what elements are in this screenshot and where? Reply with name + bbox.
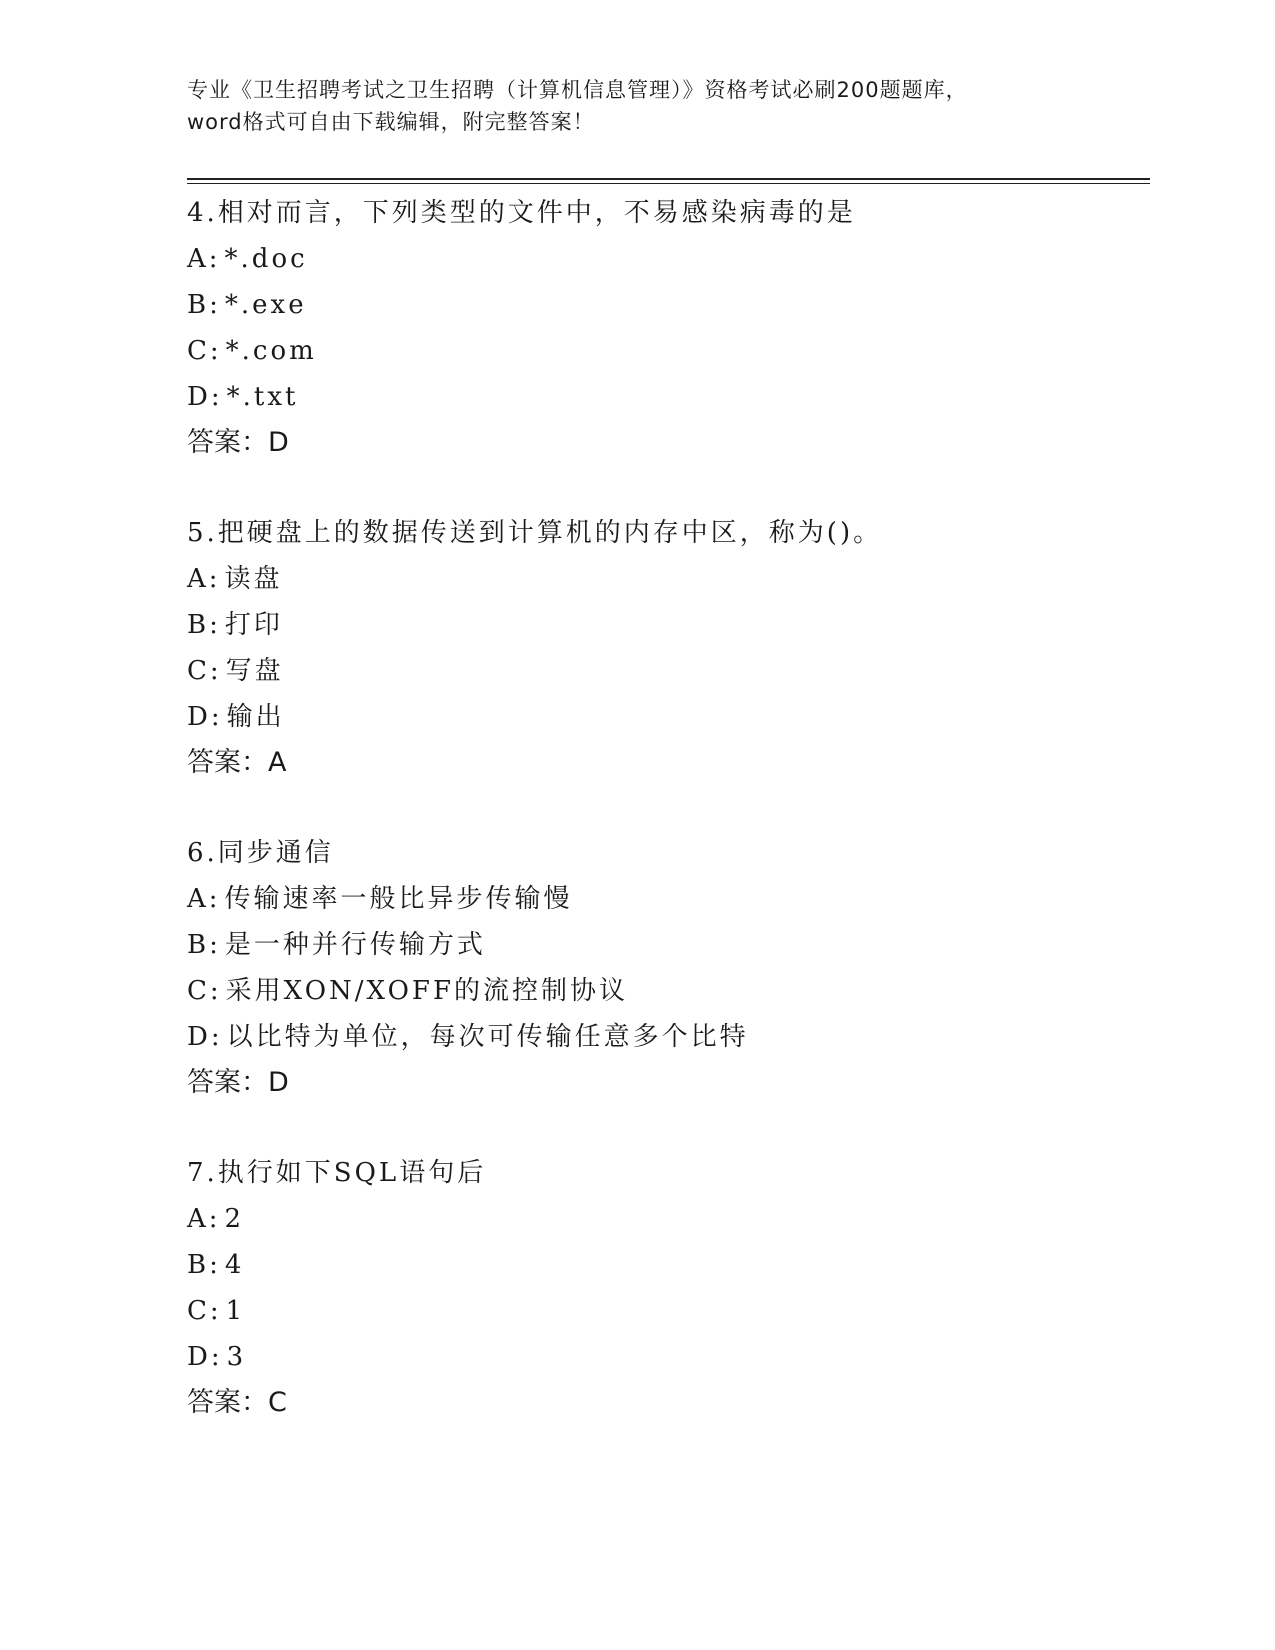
option-b — [187, 602, 1137, 648]
option-a — [187, 556, 1137, 602]
option-text: *.com — [225, 336, 317, 366]
answer-line: 答案：C — [187, 1387, 287, 1418]
answer-line: 答案：D — [187, 1067, 289, 1098]
option-b — [187, 1242, 1137, 1288]
option-d — [187, 694, 1137, 740]
header-divider-thick — [187, 178, 1150, 180]
option-key: B: — [187, 1250, 221, 1280]
question-title: 7.执行如下SQL语句后 — [187, 1158, 487, 1188]
option-key: A: — [187, 1204, 221, 1234]
option-text: 输出 — [226, 702, 285, 732]
option-a — [187, 876, 1137, 922]
question-7 — [187, 1150, 1137, 1426]
option-text: 写盘 — [225, 656, 284, 686]
option-key: B: — [187, 290, 221, 320]
header-divider-thin — [187, 183, 1150, 184]
answer-line: 答案：A — [187, 747, 287, 778]
option-c — [187, 1288, 1137, 1334]
option-key: A: — [187, 884, 221, 914]
option-c — [187, 328, 1137, 374]
option-key: C: — [187, 976, 222, 1006]
option-key: D: — [187, 1342, 223, 1372]
option-text: *.txt — [226, 382, 299, 412]
header-line-2: word格式可自由下载编辑，附完整答案！ — [187, 110, 595, 134]
option-text: 2 — [224, 1204, 245, 1234]
option-d — [187, 1014, 1137, 1060]
option-text: *.exe — [224, 290, 307, 320]
option-key: A: — [187, 564, 221, 594]
option-key: A: — [187, 244, 221, 274]
option-text: 传输速率一般比异步传输慢 — [224, 884, 573, 914]
option-key: B: — [187, 610, 221, 640]
option-text: 4 — [224, 1250, 245, 1280]
option-key: B: — [187, 930, 221, 960]
option-key: D: — [187, 382, 223, 412]
option-b — [187, 282, 1137, 328]
option-key: D: — [187, 1022, 223, 1052]
option-d — [187, 1334, 1137, 1380]
answer-line: 答案：D — [187, 427, 289, 458]
question-title: 4.相对而言，下列类型的文件中，不易感染病毒的是 — [187, 198, 856, 228]
option-key: C: — [187, 656, 222, 686]
option-text: 是一种并行传输方式 — [224, 930, 486, 960]
option-key: D: — [187, 702, 223, 732]
option-c — [187, 648, 1137, 694]
option-text: 3 — [226, 1342, 247, 1372]
header-line-1: 专业《卫生招聘考试之卫生招聘（计算机信息管理）》资格考试必刷200题题库， — [187, 78, 968, 102]
option-text: 读盘 — [224, 564, 283, 594]
question-title: 5.把硬盘上的数据传送到计算机的内存中区，称为()。 — [187, 518, 883, 548]
option-c — [187, 968, 1137, 1014]
option-key: C: — [187, 1296, 222, 1326]
option-a — [187, 1196, 1137, 1242]
option-text: 1 — [225, 1296, 246, 1326]
option-text: 以比特为单位，每次可传输任意多个比特 — [226, 1022, 749, 1052]
option-a — [187, 236, 1137, 282]
document-header — [187, 74, 1087, 138]
question-4 — [187, 190, 1137, 466]
question-5 — [187, 510, 1137, 786]
question-title: 6.同步通信 — [187, 838, 334, 868]
option-b — [187, 922, 1137, 968]
option-key: C: — [187, 336, 222, 366]
option-text: 打印 — [224, 610, 283, 640]
option-text: *.doc — [224, 244, 308, 274]
option-text: 采用XON/XOFF的流控制协议 — [225, 976, 628, 1006]
option-d — [187, 374, 1137, 420]
question-6 — [187, 830, 1137, 1106]
